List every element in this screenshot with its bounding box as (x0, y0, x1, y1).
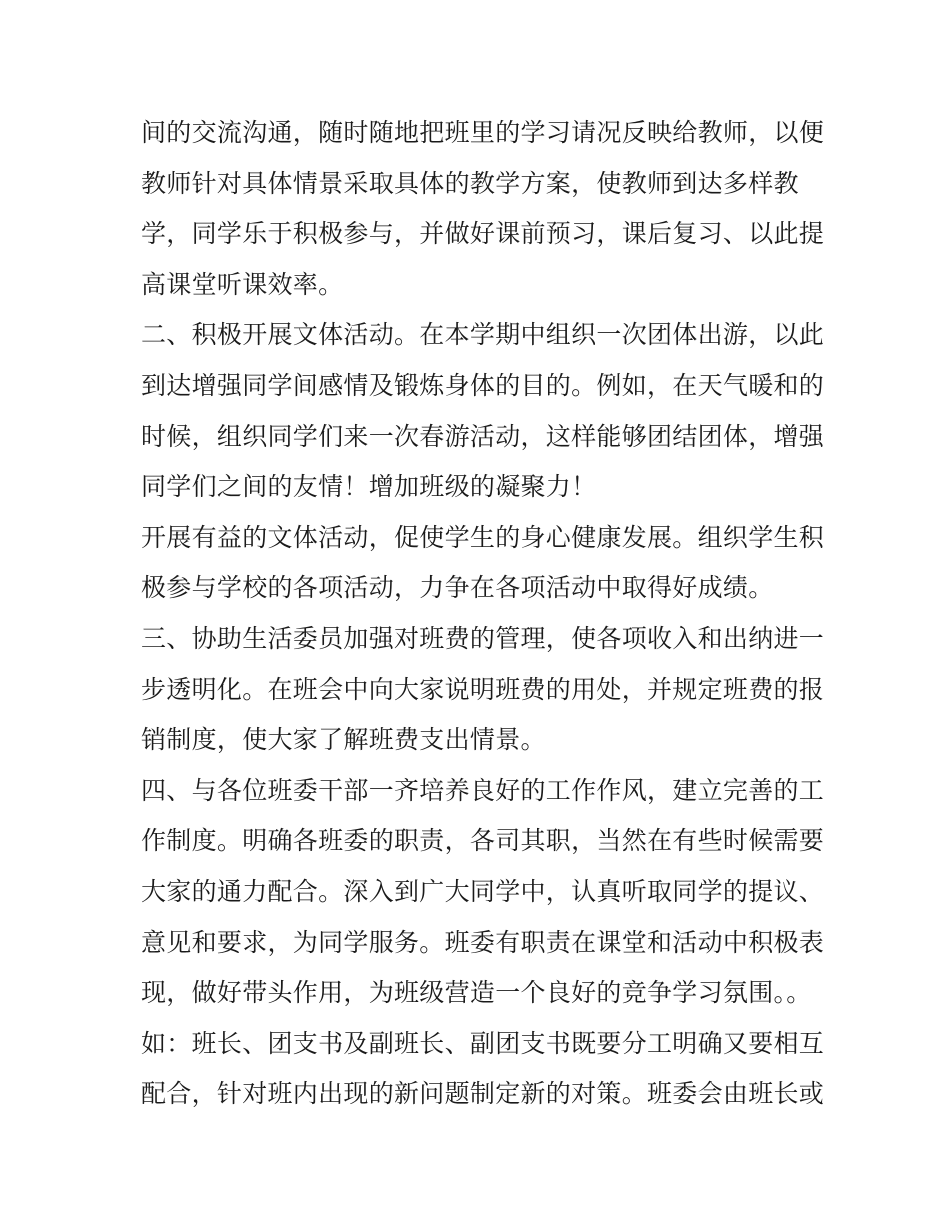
text-line: 到达增强同学间感情及锻炼身体的目的。例如，在天气暖和的 (141, 370, 825, 400)
text-line: 作制度。明确各班委的职责，各司其职，当然在有些时候需要 (141, 826, 825, 856)
text-line: 销制度，使大家了解班费支出情景。 (141, 725, 546, 755)
text-line: 步透明化。在班会中向大家说明班费的用处，并规定班费的报 (141, 674, 825, 704)
text-line: 四、与各位班委干部一齐培养良好的工作作风，建立完善的工 (141, 775, 825, 805)
text-line: 高课堂听课效率。 (141, 269, 344, 299)
text-line: 开展有益的文体活动，促使学生的身心健康发展。组织学生积 (141, 522, 825, 552)
text-line: 现，做好带头作用，为班级营造一个良好的竞争学习氛围。。 (141, 978, 812, 1008)
text-line: 大家的通力配合。深入到广大同学中，认真听取同学的提议、 (141, 876, 825, 906)
text-line: 间的交流沟通，随时随地把班里的学习请况反映给教师，以便 (141, 118, 825, 147)
text-line: 如：班长、团支书及副班长、副团支书既要分工明确又要相互 (141, 1028, 825, 1058)
body-text (141, 108, 825, 1120)
text-line: 同学们之间的友情！增加班级的凝聚力！ (141, 472, 597, 502)
text-line: 配合，针对班内出现的新问题制定新的对策。班委会由班长或 (141, 1079, 825, 1109)
text-line: 教师针对具体情景采取具体的教学方案，使教师到达多样教 (141, 168, 799, 198)
text-line: 三、协助生活委员加强对班费的管理，使各项收入和出纳进一 (141, 623, 825, 653)
text-line: 时候，组织同学们来一次春游活动，这样能够团结团体，增强 (141, 421, 825, 451)
text-line: 学，同学乐于积极参与，并做好课前预习，课后复习、以此提 (141, 219, 825, 249)
text-line: 极参与学校的各项活动，力争在各项活动中取得好成绩。 (141, 573, 774, 603)
text-line: 意见和要求，为同学服务。班委有职责在课堂和活动中积极表 (141, 927, 825, 957)
text-line: 二、积极开展文体活动。在本学期中组织一次团体出游，以此 (141, 320, 825, 350)
